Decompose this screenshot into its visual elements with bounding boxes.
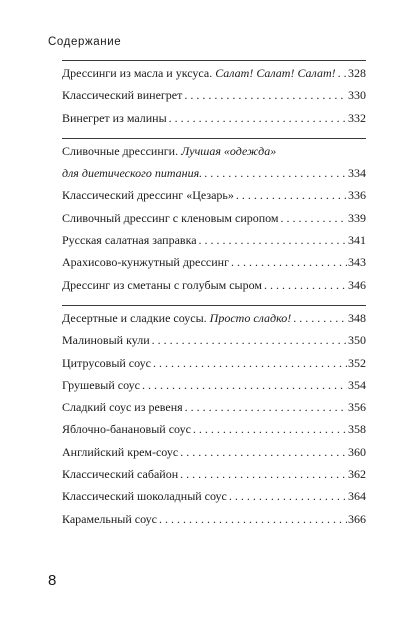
toc-entry[interactable]: [62, 374, 366, 396]
entry-title: Сливочный дрессинг с кленовым сиропом: [62, 210, 279, 225]
dot-leader: [202, 162, 347, 184]
dot-leader: [291, 307, 347, 329]
toc-entry[interactable]: [62, 207, 366, 229]
toc-section-header[interactable]: [62, 62, 366, 84]
page-ref: 341: [348, 233, 366, 248]
entry-title: Яблочно-банановый соус: [62, 422, 191, 437]
page-ref: 366: [348, 511, 366, 526]
page-ref: 354: [348, 377, 366, 392]
table-of-contents: [62, 60, 366, 530]
dot-leader: [178, 441, 347, 463]
toc-entry[interactable]: [62, 184, 366, 206]
toc-entry[interactable]: [62, 107, 366, 129]
dot-leader: [279, 207, 347, 229]
toc-entry[interactable]: [62, 229, 366, 251]
page-number: 8: [48, 572, 57, 589]
dot-leader: [336, 62, 347, 84]
section-subtitle: Салат! Салат! Салат!: [215, 66, 336, 80]
dot-leader: [182, 84, 347, 106]
toc-entry[interactable]: [62, 418, 366, 440]
dot-leader: [151, 352, 347, 374]
dot-leader: [178, 463, 347, 485]
toc-section-header[interactable]: [62, 140, 366, 185]
running-head: Содержание: [48, 36, 122, 48]
dot-leader: [183, 396, 347, 418]
page-ref: 334: [348, 166, 366, 181]
toc-entry[interactable]: [62, 441, 366, 463]
entry-title: Малиновый кули: [62, 333, 150, 348]
entry-title: Классический сабайон: [62, 467, 179, 482]
toc-entry[interactable]: [62, 84, 366, 106]
entry-title: Русская салатная заправка: [62, 233, 197, 248]
toc-entry[interactable]: [62, 396, 366, 418]
page-ref: 358: [348, 422, 366, 437]
section-title: Сливочные дрессинги.: [62, 143, 179, 158]
section-title: Десертные и сладкие соусы.: [62, 310, 207, 325]
dot-leader: [150, 329, 347, 351]
toc-entry[interactable]: [62, 329, 366, 351]
entry-title: Карамельный соус: [62, 511, 157, 526]
page-ref: 348: [348, 310, 366, 325]
entry-title: Английский крем-соус: [62, 444, 179, 459]
entry-title: Винегрет из малины: [62, 110, 167, 125]
dot-leader: [262, 274, 347, 296]
entry-title: Грушевый соус: [62, 377, 140, 392]
toc-entry[interactable]: [62, 352, 366, 374]
toc-entry[interactable]: [62, 508, 366, 530]
entry-title: Классический шоколадный соус: [62, 489, 227, 504]
entry-title: Арахисово-кунжутный дрессинг: [62, 255, 229, 270]
entry-title: Дрессинг из сметаны с голубым сыром: [62, 277, 262, 292]
entry-title: Сладкий соус из ревеня: [62, 400, 183, 415]
dot-leader: [157, 508, 347, 530]
toc-entry[interactable]: [62, 274, 366, 296]
section-subtitle-cont: для диетического питания.: [62, 166, 203, 181]
entry-title: Цитрусовый соус: [62, 355, 151, 370]
toc-section-header[interactable]: [62, 307, 366, 329]
toc-section-oil-vinegar: [62, 60, 366, 129]
dot-leader: [167, 107, 347, 129]
page-ref: 352: [348, 355, 366, 370]
dot-leader: [234, 184, 347, 206]
page-ref: 362: [348, 467, 366, 482]
page-ref: 356: [348, 400, 366, 415]
toc-entry[interactable]: [62, 251, 366, 273]
entry-title: Классический винегрет: [62, 88, 183, 103]
section-subtitle: Лучшая «одежда»: [181, 143, 277, 158]
dot-leader: [140, 374, 347, 396]
page-ref: 336: [348, 188, 366, 203]
page-ref: 350: [348, 333, 366, 348]
dot-leader: [197, 229, 347, 251]
toc-section-creamy: [62, 138, 366, 296]
page-ref: 360: [348, 444, 366, 459]
page-ref: 343: [348, 255, 366, 270]
entry-title: Классический дрессинг «Цезарь»: [62, 188, 234, 203]
dot-leader: [229, 251, 347, 273]
page-ref: 332: [348, 110, 366, 125]
page-ref: 346: [348, 277, 366, 292]
page-ref: 330: [348, 88, 366, 103]
toc-entry[interactable]: [62, 463, 366, 485]
page-ref: 328: [348, 66, 366, 80]
dot-leader: [227, 485, 347, 507]
dot-leader: [191, 418, 347, 440]
toc-entry[interactable]: [62, 485, 366, 507]
page-ref: 364: [348, 489, 366, 504]
section-subtitle: Просто сладко!: [209, 310, 292, 325]
page-ref: 339: [348, 210, 366, 225]
toc-section-desserts: [62, 305, 366, 530]
section-title: Дрессинги из масла и уксуса.: [62, 66, 213, 80]
